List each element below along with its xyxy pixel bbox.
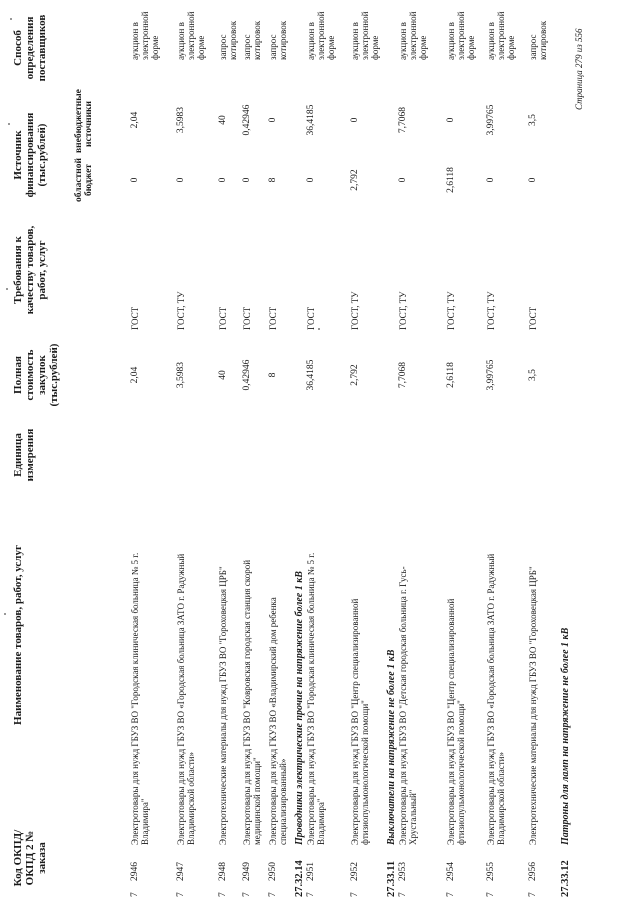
scan-speck [10, 18, 12, 20]
row-number: 2949 [242, 862, 252, 881]
header-requirements: Требования к качеству товаров, работ, услуг [12, 225, 48, 315]
row-offbudget: 0 [350, 117, 360, 123]
row-prefix: 7 [306, 892, 316, 897]
section-title: Выключатели на напряжение не более 1 кВ [386, 649, 397, 845]
row-prefix: 7 [242, 892, 252, 897]
section-code: 27.33.12 [560, 860, 571, 897]
row-number: 2948 [218, 862, 228, 881]
row-cost: 2,6118 [446, 362, 456, 388]
section-title: Проводники электрические прочие на напряжение более 1 кВ [294, 571, 305, 845]
row-prefix: 7 [218, 892, 228, 897]
row-number: 2946 [130, 862, 140, 881]
row-name: Электротовары для нужд ГБУЗ ВО "Детская городская больница г. Гусь-Хрустальный" [398, 566, 418, 845]
row-offbudget: 3,5983 [176, 106, 186, 134]
row-regional: 0 [130, 177, 140, 183]
row-requirements: ГОСТ [306, 306, 316, 330]
row-requirements: ГОСТ [268, 306, 278, 330]
row-cost: 3,5983 [176, 361, 186, 389]
row-method: аукцион в электронной форме [306, 11, 336, 60]
header-regional: областной бюджет [74, 158, 94, 202]
row-regional: 2,6118 [446, 167, 456, 193]
row-regional: 0 [306, 177, 316, 183]
row-name: Электротехнические материалы для нужд ГБУЗ ВО "Гороховецкая ЦРБ" [528, 566, 538, 845]
page-number: Страница 279 из 556 [574, 28, 584, 110]
row-requirements: ГОСТ, ТУ [350, 291, 360, 330]
row-number: 2956 [528, 862, 538, 881]
row-requirements: ГОСТ, ТУ [176, 291, 186, 330]
row-offbudget: 7,7068 [398, 106, 408, 134]
section-code: 27.33.11 [386, 860, 397, 897]
header-unit: Единица измерения [12, 428, 36, 482]
row-name: Электротовары для нужд ГБУЗ ВО "Центр специализированной фтизиопульмонологической помощи" [446, 598, 466, 845]
row-prefix: 7 [268, 892, 278, 897]
row-cost: 40 [218, 370, 228, 380]
row-offbudget: 0 [268, 117, 278, 123]
header-code: Код ОКПД/ ОКПД 2 № заказа [12, 829, 48, 887]
row-method: аукцион в электронной форме [446, 11, 476, 60]
row-offbudget: 3,99765 [486, 104, 496, 136]
row-offbudget: 0,42946 [242, 104, 252, 136]
row-prefix: 7 [446, 892, 456, 897]
row-name: Электротовары для нужд ГБУЗ ВО "Центр специализированной фтизиопульмонологической помощи" [350, 598, 370, 845]
row-name: Электротовары для нужд ГКУЗ ВО «Владимирский дом ребенка специализированный» [268, 597, 288, 845]
scan-speck [8, 123, 10, 125]
row-requirements: ГОСТ [528, 306, 538, 330]
scan-speck [318, 328, 320, 330]
section-code: 27.32.14 [294, 860, 305, 897]
row-number: 2951 [306, 862, 316, 881]
row-method: аукцион в электронной форме [398, 11, 428, 60]
scan-speck [6, 288, 8, 290]
row-requirements: ГОСТ [218, 306, 228, 330]
row-cost: 2,792 [350, 364, 360, 386]
row-regional: 0 [486, 177, 496, 183]
row-method: аукцион в электронной форме [176, 11, 206, 60]
row-requirements: ГОСТ, ТУ [486, 291, 496, 330]
row-name: Электротовары для нужд ГБУЗ ВО "Городская клиническая больница № 5 г. Владимира" [130, 552, 150, 845]
row-method: аукцион в электронной форме [350, 11, 380, 60]
row-regional: 2,792 [350, 169, 360, 191]
row-requirements: ГОСТ, ТУ [398, 291, 408, 330]
row-cost: 8 [268, 372, 278, 378]
row-number: 2952 [350, 862, 360, 881]
row-requirements: ГОСТ, ТУ [446, 291, 456, 330]
row-offbudget: 3,5 [528, 114, 538, 126]
row-method: аукцион в электронной форме [486, 11, 516, 60]
row-offbudget: 0 [446, 117, 456, 123]
row-prefix: 7 [486, 892, 496, 897]
row-method: запрос котировок [242, 20, 262, 60]
row-number: 2954 [446, 862, 456, 881]
row-regional: 0 [398, 177, 408, 183]
section-title: Патроны для ламп на напряжение не более 1 кВ [560, 627, 571, 845]
row-name: Электротовары для нужд ГБУЗ ВО «Городская больница ЗАТО г. Радужный Владимирской области» [486, 553, 506, 845]
scan-speck [4, 613, 6, 615]
header-source: Источник финансирования (тыс.рублей) [12, 112, 48, 198]
row-method: аукцион в электронной форме [130, 11, 160, 60]
row-number: 2950 [268, 862, 278, 881]
row-cost: 3,99765 [486, 359, 496, 391]
row-prefix: 7 [350, 892, 360, 897]
row-method: запрос котировок [528, 20, 548, 60]
row-cost: 36,4185 [306, 359, 316, 391]
row-method: запрос котировок [268, 20, 288, 60]
row-name: Электротехнические материалы для нужд ГБУЗ ВО "Гороховецкая ЦРБ" [218, 566, 228, 845]
row-prefix: 7 [130, 892, 140, 897]
row-regional: 0 [176, 177, 186, 183]
row-offbudget: 36,4185 [306, 104, 316, 136]
row-method: запрос котировок [218, 20, 238, 60]
row-cost: 3,5 [528, 369, 538, 381]
header-offbudget: внебюджетные источники [74, 89, 94, 153]
header-cost: Полная стоимость закупок (тыс.рублей) [12, 343, 60, 407]
row-offbudget: 40 [218, 115, 228, 125]
row-cost: 2,04 [130, 366, 140, 384]
row-offbudget: 2,04 [130, 111, 140, 129]
row-number: 2955 [486, 862, 496, 881]
row-cost: 7,7068 [398, 361, 408, 389]
row-requirements: ГОСТ [130, 306, 140, 330]
header-method: Способ определения поставщиков [12, 14, 48, 82]
row-requirements: ГОСТ [242, 306, 252, 330]
row-cost: 0,42946 [242, 359, 252, 391]
row-name: Электротовары для нужд ГБУЗ ВО «Городская больница ЗАТО г. Радужный Владимирской области» [176, 553, 196, 845]
row-number: 2953 [398, 862, 408, 881]
row-name: Электротовары для нужд ГБУЗ ВО "Городская клиническая больница № 5 г. Владимира" [306, 552, 326, 845]
row-regional: 0 [242, 177, 252, 183]
row-regional: 0 [528, 177, 538, 183]
row-prefix: 7 [398, 892, 408, 897]
row-name: Электротовары для нужд ГБУЗ ВО "Ковровская городская станция скорой медицинской помощи" [242, 559, 262, 845]
row-prefix: 7 [528, 892, 538, 897]
header-name: Наименование товаров, работ, услуг [12, 545, 24, 725]
row-prefix: 7 [176, 892, 186, 897]
row-regional: 0 [218, 177, 228, 183]
row-regional: 8 [268, 177, 278, 183]
row-number: 2947 [176, 862, 186, 881]
